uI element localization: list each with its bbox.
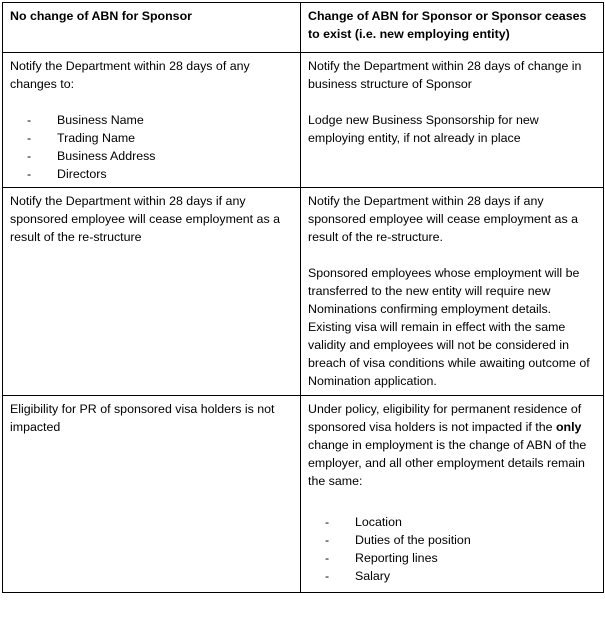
- changes-list: [10, 111, 294, 183]
- dash-bullet: -: [325, 569, 330, 583]
- notify-structure-change: Notify the Department within 28 days of change in business structure of Sponsor: [308, 59, 582, 91]
- cell-change-cease: [301, 188, 604, 396]
- list-item: - Reporting lines: [325, 551, 438, 565]
- cell-no-change-notify: [3, 53, 301, 188]
- header-change: Change of ABN for Sponsor or Sponsor ceases to exist (i.e. new employing entity): [301, 3, 604, 53]
- employment-details-list: [308, 513, 597, 585]
- list-item: - Location: [325, 515, 402, 529]
- comparison-table: [2, 2, 604, 593]
- dash-bullet: -: [27, 113, 32, 127]
- dash-bullet: -: [325, 551, 330, 565]
- header-no-change: No change of ABN for Sponsor: [3, 3, 301, 53]
- cell-change-pr: [301, 396, 604, 593]
- list-item: - Salary: [325, 569, 391, 583]
- dash-bullet: -: [27, 167, 32, 181]
- table-row: [3, 53, 604, 188]
- list-item: - Duties of the position: [325, 533, 471, 547]
- transfer-nominations: Sponsored employees whose employment will be transferred to the new entity will require new Nominations confirming employment details. Existing visa will remain in effect with the same validity and employees will not be considered in breach of visa conditions while awaiting outcome of Nomination application.: [308, 266, 590, 388]
- dash-bullet: -: [325, 515, 330, 529]
- lodge-sponsorship: Lodge new Business Sponsorship for new employing entity, if not already in place: [308, 113, 539, 145]
- table-row: [3, 396, 604, 593]
- list-item: - Business Address: [27, 149, 156, 163]
- cell-no-change-cease: [3, 188, 301, 396]
- cell-change-notify: [301, 53, 604, 188]
- cell-no-change-pr: [3, 396, 301, 593]
- list-item: - Directors: [27, 167, 107, 181]
- emphasis-only: only: [555, 420, 582, 434]
- list-item: - Business Name: [27, 113, 144, 127]
- notify-changes-intro: Notify the Department within 28 days of any changes to:: [10, 59, 250, 91]
- notify-cease-employment-change: Notify the Department within 28 days if any sponsored employee will cease employment as a result of the re-structure.: [308, 194, 578, 244]
- table-row: [3, 188, 604, 396]
- pr-not-impacted: Eligibility for PR of sponsored visa holders is not impacted: [10, 402, 275, 434]
- pr-policy-text: Under policy, eligibility for permanent residence of sponsored visa holders is not impacted if the only change in employment is the change of ABN of the employer, and all other employment details remain the same:: [308, 402, 587, 488]
- dash-bullet: -: [325, 533, 330, 547]
- dash-bullet: -: [27, 131, 32, 145]
- notify-cease-employment: Notify the Department within 28 days if any sponsored employee will cease employment as a result of the re-structure: [10, 194, 280, 244]
- header-row: [3, 3, 604, 53]
- list-item: - Trading Name: [27, 131, 136, 145]
- dash-bullet: -: [27, 149, 32, 163]
